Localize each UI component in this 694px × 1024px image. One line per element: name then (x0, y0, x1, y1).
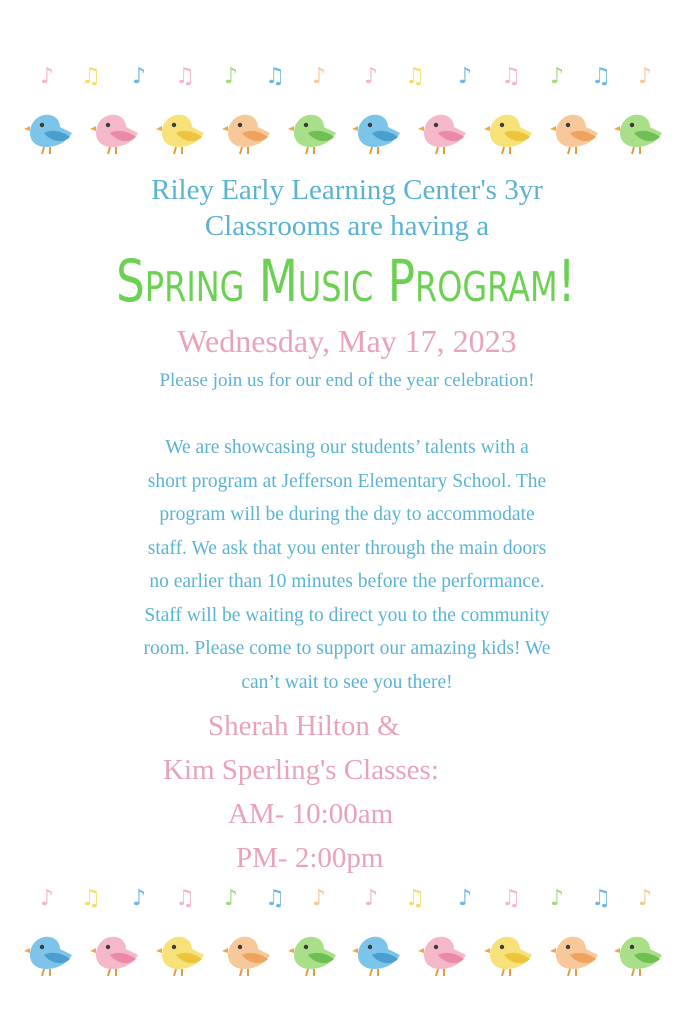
teacher-line-2: Kim Sperling's Classes: (163, 754, 439, 786)
bird-icon (548, 103, 604, 159)
music-note-icon: ♪ (39, 886, 55, 911)
pm-time: PM- 2:00pm (236, 842, 384, 874)
bird-icon (482, 925, 538, 981)
bird-icon (22, 925, 78, 981)
description-line: no earlier than 10 minutes before the performance. (149, 571, 545, 592)
event-title: Spring Music Program! (116, 247, 576, 315)
music-note-icon: ♪ (549, 886, 565, 911)
description-line: staff. We ask that you enter through the main doors (147, 537, 547, 559)
music-note-icon: ♪ (311, 886, 327, 911)
description-line: We are showcasing our students’ talents with a (165, 437, 529, 458)
event-date: Wednesday, May 17, 2023 (177, 323, 517, 359)
bird-icon (286, 925, 342, 981)
music-note-icon: ♪ (637, 64, 653, 89)
music-note-icon: ♫ (405, 886, 425, 911)
music-note-icon: ♪ (39, 64, 55, 89)
teacher-line-1: Sherah Hilton & (208, 710, 400, 742)
bird-icon (220, 925, 276, 981)
top-music-notes-row (0, 64, 694, 94)
bird-icon (612, 103, 668, 159)
music-note-icon: ♫ (501, 886, 521, 911)
music-note-icon: ♫ (591, 64, 611, 89)
music-note-icon: ♪ (223, 886, 239, 911)
music-note-icon: ♪ (457, 886, 473, 911)
top-birds-row (0, 103, 694, 159)
bird-icon (22, 103, 78, 159)
music-note-icon: ♫ (175, 886, 195, 911)
bird-icon (88, 925, 144, 981)
bird-icon (416, 925, 472, 981)
bottom-birds-row (0, 925, 694, 981)
music-note-icon: ♪ (549, 64, 565, 89)
bird-icon (548, 925, 604, 981)
intro-heading (0, 172, 694, 244)
music-note-icon: ♫ (175, 64, 195, 89)
music-note-icon: ♪ (363, 886, 379, 911)
bird-icon (286, 103, 342, 159)
intro-line-1: Riley Early Learning Center's 3yr (151, 174, 543, 206)
event-description (80, 431, 614, 699)
bird-icon (154, 925, 210, 981)
bird-icon (350, 103, 406, 159)
description-line: Staff will be waiting to direct you to the community (144, 604, 550, 626)
music-note-icon: ♪ (131, 64, 147, 89)
music-note-icon: ♫ (81, 64, 101, 89)
music-note-icon: ♪ (637, 886, 653, 911)
bird-icon (612, 925, 668, 981)
description-line: program will be during the day to accommodate (159, 504, 535, 525)
bird-icon (220, 103, 276, 159)
music-note-icon: ♫ (81, 886, 101, 911)
music-note-icon: ♪ (363, 64, 379, 89)
bird-icon (88, 103, 144, 159)
intro-line-2: Classrooms are having a (204, 210, 490, 242)
description-line: room. Please come to support our amazing kids! We (143, 638, 551, 659)
music-note-icon: ♫ (265, 64, 285, 89)
invite-line: Please join us for our end of the year celebration! (159, 370, 535, 391)
music-note-icon: ♫ (265, 886, 285, 911)
bird-icon (416, 103, 472, 159)
music-note-icon: ♫ (501, 64, 521, 89)
music-note-icon: ♫ (591, 886, 611, 911)
bird-icon (154, 103, 210, 159)
bottom-music-notes-row (0, 886, 694, 916)
music-note-icon: ♪ (311, 64, 327, 89)
description-line: can’t wait to see you there! (241, 671, 453, 693)
bird-icon (482, 103, 538, 159)
am-time: AM- 10:00am (228, 798, 394, 830)
music-note-icon: ♪ (131, 886, 147, 911)
music-note-icon: ♫ (405, 64, 425, 89)
music-note-icon: ♪ (223, 64, 239, 89)
description-line: short program at Jefferson Elementary School. The (147, 470, 547, 492)
music-note-icon: ♪ (457, 64, 473, 89)
bird-icon (350, 925, 406, 981)
